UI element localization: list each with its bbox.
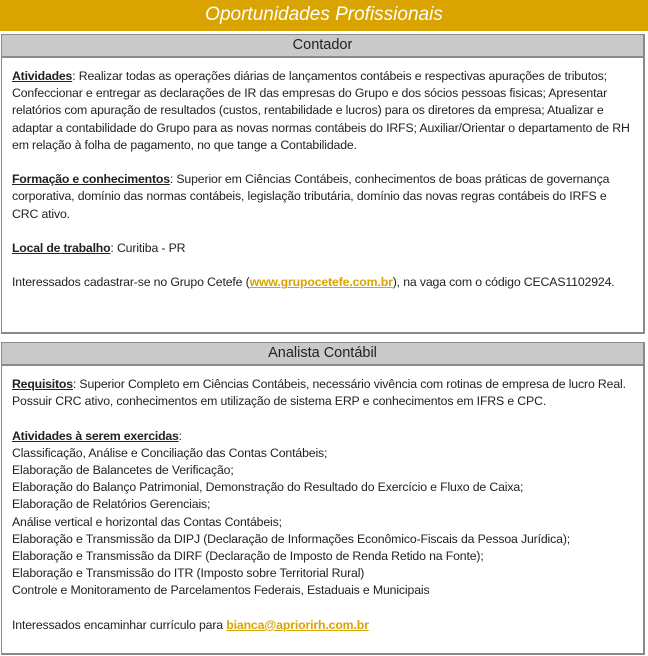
list-item: Análise vertical e horizontal das Contas Contábeis; <box>12 514 282 529</box>
atividades-list <box>12 445 633 600</box>
job-content <box>2 366 643 634</box>
list-item: Controle e Monitoramento de Parcelamentos Federais, Estaduais e Municipais <box>12 583 430 598</box>
list-item: Elaboração de Balancetes de Verificação; <box>12 463 234 477</box>
requisitos-label: Requisitos <box>12 377 73 391</box>
atividades-text: : Realizar todas as operações diárias de lançamentos contábeis e respectivas apurações de tributos; Confeccionar e entregar as declarações de IR das empresas do Grupo e dos sócios pessoas fisicas; Apresentar relatórios com apuração de resultados (custos, rentabilidade e lucros) para os diretores da empresa; Atualizar e adaptar a contabilidade do Grupo para as novas normas contábeis do IRFS; Auxiliar/Orientar o departamento de RH em relação à folha de pagamento, no que tange a Contabilidade. <box>12 69 630 152</box>
contact-paragraph <box>12 274 633 291</box>
contact-suffix: ), na vaga com o código CECAS1102924. <box>392 275 615 290</box>
list-item: Classificação, Análise e Conciliação das Contas Contábeis; <box>12 445 328 460</box>
page-banner <box>0 0 648 31</box>
local-text: : Curitiba - PR <box>110 241 186 255</box>
job-card-contador <box>1 34 645 334</box>
job-content <box>2 58 643 292</box>
list-item: Elaboração e Transmissão do ITR (Imposto sobre Territorial Rural) <box>12 566 365 581</box>
contact-paragraph <box>12 617 633 634</box>
list-item: Elaboração de Relatórios Gerenciais; <box>12 497 211 512</box>
local-paragraph <box>12 240 633 257</box>
website-link[interactable]: www.grupocetefe.com.br <box>249 275 393 290</box>
atividades-label: Atividades <box>12 69 73 83</box>
list-item: Elaboração e Transmissão da DIRF (Declaração de Imposto de Renda Retido na Fonte); <box>12 549 484 564</box>
list-item: Elaboração do Balanço Patrimonial, Demonstração do Resultado do Exercício e Fluxo de Caixa; <box>12 480 524 495</box>
email-link[interactable]: bianca@apriorirh.com.br <box>226 617 369 632</box>
formacao-label: Formação e conhecimentos <box>12 172 170 187</box>
requisitos-paragraph <box>12 376 633 410</box>
job-title: Analista Contábil <box>2 343 643 366</box>
formacao-paragraph <box>12 171 633 223</box>
list-item: Elaboração e Transmissão da DIPJ (Declaração de Informações Econômico-Fiscais da Pessoa Jurídica); <box>12 531 571 546</box>
banner-title: Oportunidades Profissionais <box>205 4 443 25</box>
contact-prefix: Interessados cadastrar-se no Grupo Cetefe ( <box>12 275 250 290</box>
job-card-analista-contabil <box>1 342 645 655</box>
requisitos-text: : Superior Completo em Ciências Contábeis, necessário vivência com rotinas de empresa de lucro Real. Possuir CRC ativo, conhecimentos em utilização de sistema ERP e conhecimentos em IFRS e CPC. <box>12 377 626 409</box>
job-title: Contador <box>2 35 643 58</box>
atividades-colon: : <box>178 428 182 443</box>
atividades-label: Atividades à serem exercidas <box>12 428 179 443</box>
formacao-text: : Superior em Ciências Contábeis, conhecimentos de boas práticas de governança corporativa, domínio das normas contábeis, legislação tributária, domínio das novas regras contábeis do IRFS e CRC ativo. <box>12 172 610 221</box>
atividades-paragraph <box>12 68 633 154</box>
local-label: Local de trabalho <box>12 241 111 255</box>
contact-prefix: Interessados encaminhar currículo para <box>12 617 227 632</box>
atividades-heading <box>12 428 633 445</box>
